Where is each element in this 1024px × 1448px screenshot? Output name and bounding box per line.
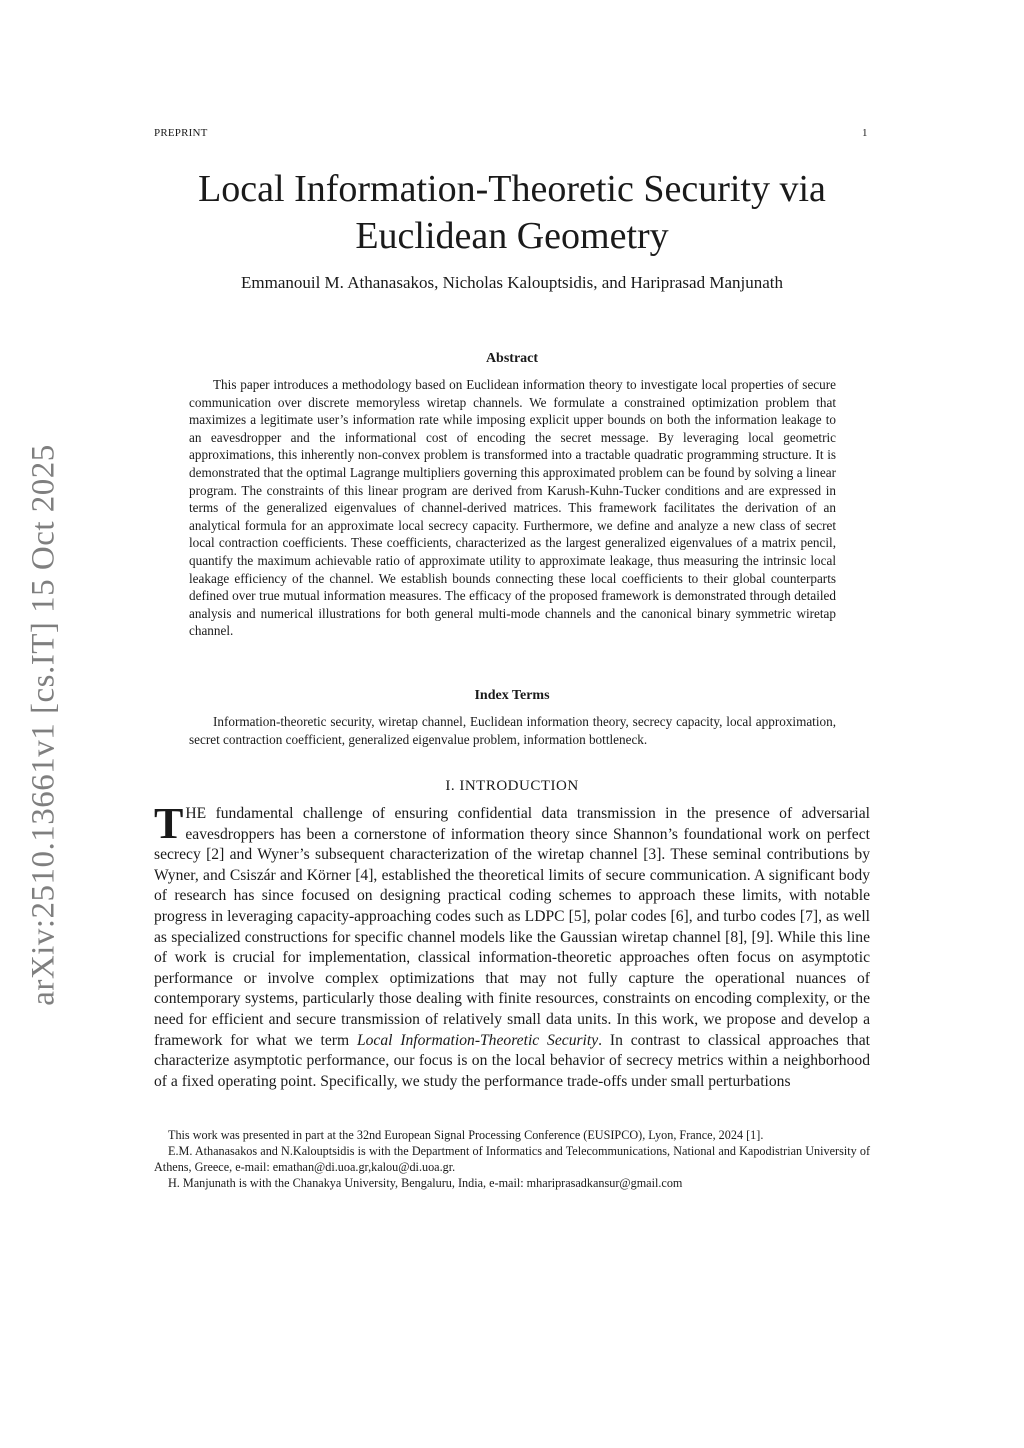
section-number: I. xyxy=(445,778,456,794)
index-terms-text: Information-theoretic security, wiretap channel, Euclidean information theory, secrecy capacity, local approximation, secret contraction coefficient, generalized eigenvalue problem, information bottleneck. xyxy=(189,714,836,747)
section-title-initial: I xyxy=(459,778,465,794)
drop-cap: T xyxy=(154,799,184,848)
footnote-affiliation-1: E.M. Athanasakos and N.Kalouptsidis is with the Department of Informatics and Telecommunications, National and Kapodistrian University of Athens, Greece, e-mail: emathan@di.uoa.gr,kalou@di.uoa.gr. xyxy=(154,1144,870,1174)
author-list: Emmanouil M. Athanasakos, Nicholas Kalouptsidis, and Hariprasad Manjunath xyxy=(240,273,784,292)
intro-text-part-2: . In contrast to classical approaches that characterize asymptotic performance, our focus is on the local behavior of secrecy metrics within a neighborhood of a fixed operating point. Specifically, we study the performance trade-offs under small perturbations xyxy=(154,1031,870,1090)
section-title-rest: NTRODUCTION xyxy=(464,778,579,794)
paper-title: Local Information-Theoretic Security via Euclidean Geometry xyxy=(198,168,826,257)
running-header: PREPRINT xyxy=(154,127,208,139)
abstract-heading: Abstract xyxy=(485,351,539,366)
arxiv-identifier-stamp: arXiv:2510.13661v1 [cs.IT] 15 Oct 2025 xyxy=(25,444,62,1006)
intro-emphasis: Local Information-Theoretic Security xyxy=(356,1031,599,1049)
footnote-affiliation-2: H. Manjunath is with the Chanakya University, Bengaluru, India, e-mail: mhariprasadkansur@gmail.com xyxy=(168,1176,683,1190)
page-number: 1 xyxy=(862,127,868,139)
footnote-presentation: This work was presented in part at the 32nd European Signal Processing Conference (EUSIPCO), Lyon, France, 2024 [1]. xyxy=(168,1128,764,1142)
footnotes xyxy=(154,1127,870,1191)
abstract-text: This paper introduces a methodology based on Euclidean information theory to investigate local properties of secure communication over discrete memoryless wiretap channels. We formulate a constrained optimization problem that maximizes a legitimate user’s information rate while imposing explicit upper bounds on both the information leakage to an eavesdropper and the informational cost of encoding the secret message. By leveraging local geometric approximations, this inherently non-convex problem is transformed into a tractable quadratic programming structure. It is demonstrated that the optimal Lagrange multipliers governing this approximated problem can be found by solving a linear program. The constraints of this linear program are derived from Karush-Kuhn-Tucker conditions and are expressed in terms of the generalized eigenvalues of channel-derived matrices. This framework facilitates the derivation of an analytical formula for an approximate local secrecy capacity. Furthermore, we define and analyze a new class of secret local contraction coefficients. These coefficients, characterized as the largest generalized eigenvalues of a matrix pencil, quantify the maximum achievable ratio of approximate utility to approximate leakage, thus measuring the intrinsic local leakage efficiency of the channel. We establish bounds connecting these local coefficients to their global counterparts defined over true mutual information measures. The efficacy of the proposed framework is demonstrated through detailed analysis and numerical illustrations for both general multi-mode channels and the canonical binary symmetric wiretap channel. xyxy=(189,377,836,639)
introduction-paragraph xyxy=(154,799,870,1092)
section-heading-introduction xyxy=(120,778,904,795)
intro-text-part-1: HE fundamental challenge of ensuring confidential data transmission in the presence of adversarial eavesdroppers has been a cornerstone of information theory since Shannon’s foundational work on perfect secrecy [2] and Wyner’s subsequent characterization of the wiretap channel [3]. These seminal contributions by Wyner, and Csiszár and Körner [4], established the theoretical limits of secure communication. A significant body of research has since focused on designing practical coding schemes to approach these limits, with notable progress in leveraging capacity-approaching codes such as LDPC [5], polar codes [6], and turbo codes [7], as well as specialized constructions for specific channel models like the Gaussian wiretap channel [8], [9]. While this line of work is crucial for implementation, classical information-theoretic approaches often focus on asymptotic performance or involve complex optimizations that may not fully capture the operational nuances of contemporary systems, particularly those dealing with finite resources, constraints on encoding complexity, or the need for efficient and secure transmission of relatively small data units. In this work, we propose and develop a framework for what we term xyxy=(154,805,870,1049)
index-terms-heading: Index Terms xyxy=(474,688,550,703)
